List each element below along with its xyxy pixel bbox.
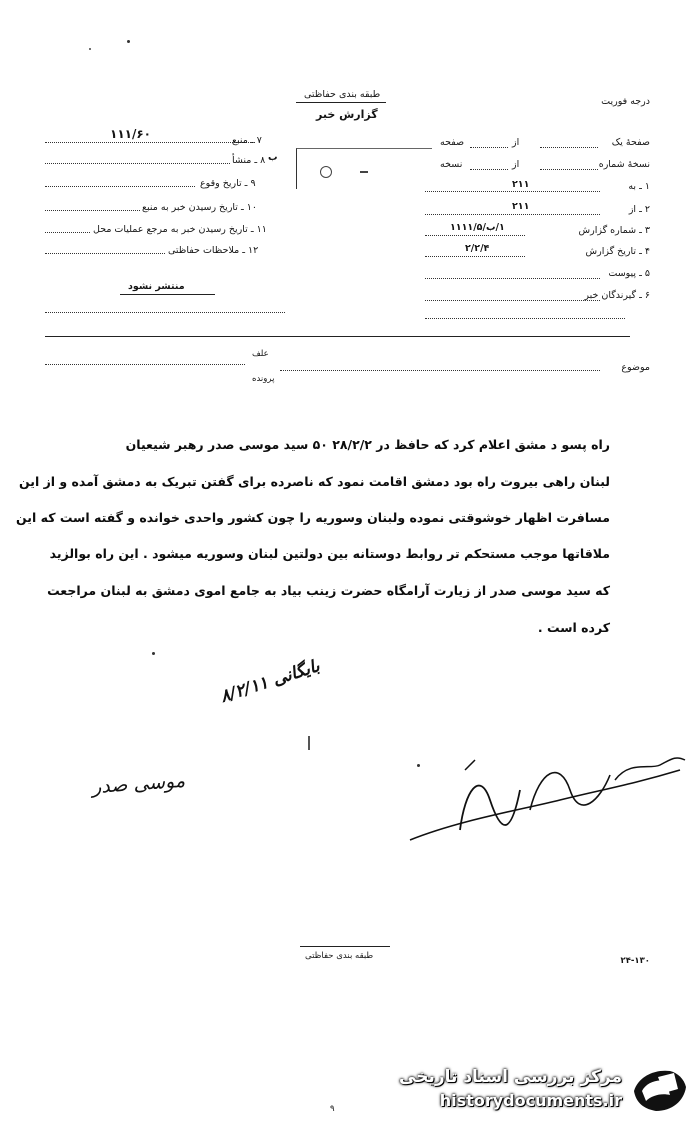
field-label-report-number: ۳ ـ شماره گزارش	[578, 225, 650, 236]
book-emblem-icon	[628, 1065, 690, 1115]
subject-label: موضوع	[621, 362, 650, 373]
field-dots	[45, 253, 165, 254]
field-label-from: ۲ ـ از	[628, 204, 650, 215]
body-line: ملاقاتها موجب مستحکم تر روابط دوستانه بین دولتین لبنان وسوریه میشود . این راه بوالزید	[49, 546, 610, 561]
field-value-to: ۲۱۱	[512, 179, 530, 190]
stamp-box	[296, 148, 432, 189]
field-dots	[280, 370, 600, 371]
footer-classification: طبقه بندی حفاظتی	[305, 951, 374, 961]
handwritten-name: موسی صدر	[91, 769, 186, 799]
stamp-note: منتشر نشود	[128, 281, 185, 292]
field-dots	[470, 147, 508, 148]
scan-speck	[152, 652, 155, 655]
field-label-copy: نسخهٔ شماره	[598, 159, 650, 170]
stamp-scrawl	[320, 166, 332, 178]
stamp-scrawl	[360, 171, 368, 173]
field-dots	[45, 232, 90, 233]
field-dots	[45, 364, 245, 365]
footer-rule	[300, 946, 390, 947]
field-value-from: ۲۱۱	[512, 201, 530, 212]
field-label-recipients: ۶ ـ گیرندگان خبر	[584, 290, 650, 301]
field-dots	[540, 147, 598, 148]
stamp-underline	[120, 294, 215, 295]
footer-page-number: ۹	[330, 1104, 335, 1114]
body-line: که سید موسی صدر از زیارت آرامگاه حضرت زینب بیاد به جامع اموی دمشق به لبنان مراجعت	[47, 583, 610, 598]
field-label-attachment: ۵ ـ پیوست	[608, 268, 650, 279]
field-label-received-local: ۱۱ ـ تاریخ رسیدن خبر به مرجع عملیات محل	[93, 224, 267, 235]
field-value-report-number: ۱/ب/۱۱۱۱/۵	[450, 222, 505, 233]
body-line: راه پسو د مشق اعلام کرد که حافظ در ۲۸/۲/۲ ۵۰ سید موسی صدر رهبر شیعیان	[125, 437, 610, 452]
footer-code: ۲۴-۱۳۰	[620, 956, 650, 966]
field-label-page: صفحهٔ یک	[611, 137, 650, 148]
field-mid-copy: نسخه	[440, 159, 463, 170]
field-dots	[425, 214, 600, 215]
dept-title: طبقه بندی حفاظتی	[304, 89, 381, 100]
scan-speck	[417, 764, 420, 767]
side-label-bottom: پرونده	[252, 374, 275, 384]
field-label-source: ۷ ـ منبع	[232, 135, 262, 146]
signature-scribble	[400, 730, 690, 850]
field-label-origin: ۸ ـ منشأ	[232, 155, 266, 166]
body-line: کرده است .	[537, 620, 610, 635]
field-dots	[425, 318, 625, 319]
field-mid-from: از	[512, 137, 520, 148]
scan-speck	[127, 40, 130, 43]
field-dots	[425, 235, 525, 236]
watermark-logo	[400, 1065, 692, 1115]
body-line: لبنان راهی بیروت راه بود دمشق اقامت نمود که ناصرده برای گفتن تبریک به دمشق آمده و از این	[19, 474, 610, 489]
field-dots	[425, 278, 600, 279]
field-dots	[425, 191, 600, 192]
field-label-occurrence-date: ۹ ـ تاریخ وقوع	[200, 178, 256, 189]
field-dots	[45, 142, 255, 143]
field-value-source: ۱۱۱/۶۰	[110, 127, 152, 141]
header-underline	[296, 102, 386, 103]
field-mid-from: از	[512, 159, 520, 170]
field-dots	[45, 186, 195, 187]
field-label-security-notes: ۱۲ ـ ملاحظات حفاظتی	[168, 245, 259, 256]
field-dots	[540, 169, 598, 170]
report-title: گزارش خبر	[316, 108, 378, 121]
field-dots	[470, 169, 508, 170]
classification-label: درجه فوریت	[601, 96, 650, 107]
field-label-to: ۱ ـ به	[628, 181, 650, 192]
field-value-origin: ب	[268, 152, 278, 163]
watermark-title: مرکز بررسی اسناد تاریخی	[399, 1067, 622, 1087]
scan-speck	[89, 48, 91, 50]
side-label-top: علف	[252, 349, 269, 359]
field-dots	[425, 256, 525, 257]
scan-speck	[308, 736, 310, 750]
field-dots	[45, 210, 140, 211]
field-dots	[45, 312, 285, 313]
field-label-received-source: ۱۰ ـ تاریخ رسیدن خبر به منبع	[142, 202, 257, 213]
field-dots	[425, 300, 600, 301]
field-dots	[45, 163, 230, 164]
watermark-url: historydocuments.ir	[439, 1091, 622, 1110]
field-mid-page: صفحه	[440, 137, 465, 148]
handwritten-date-note: ۸/۲/۱۱ بایگانی	[218, 656, 323, 708]
body-line: مسافرت اظهار خوشوقتی نموده ولبنان وسوریه را چون کشور واحدی خوانده و گفته است که این	[16, 510, 610, 525]
divider-rule	[45, 336, 630, 337]
field-value-report-date: ۲/۲/۴	[465, 243, 490, 254]
field-label-report-date: ۴ ـ تاریخ گزارش	[585, 246, 650, 257]
